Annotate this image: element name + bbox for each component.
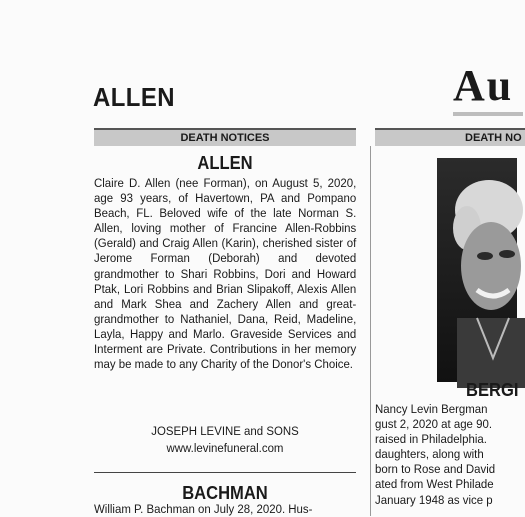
- page-family-heading: ALLEN: [93, 82, 176, 112]
- notice-name-bachman: BACHMAN: [182, 483, 268, 503]
- notice-name-bergman: BERGI: [466, 380, 519, 400]
- portrait-photo: [437, 158, 517, 382]
- masthead-underline: [453, 112, 523, 116]
- notice-body-bergman: [375, 402, 515, 508]
- bergman-line: ated from West Philade: [375, 477, 494, 492]
- bergman-line: raised in Philadelphia.: [375, 432, 487, 447]
- bergman-line: January 1948 as vice p: [375, 492, 493, 507]
- masthead-fragment: Au: [453, 61, 514, 110]
- notice-name-allen: ALLEN: [197, 153, 253, 173]
- bergman-line: daughters, along with: [375, 447, 484, 462]
- column-divider: [370, 146, 371, 516]
- funeral-home-website: www.levinefuneral.com: [166, 441, 284, 455]
- notice-body-allen: Claire D. Allen (nee Forman), on August 5, 2020, age 93 years, of Havertown, PA and Pompano Beach, FL. Beloved wife of the late Norman S. Allen, loving mother of Francine Allen-Robbins (Gerald) and Craig Allen (Karin), cherished sister of Jerome Forman (Deborah) and devoted grandmother to Shari Robbins, Dori and Howard Ptak, Lori Robbins and Brian Slipakoff, Alexis Allen and Mark Shea and Zachery Allen and great-grandmother to Nathaniel, Dana, Reid, Madeline, Layla, Happy and Marlo. Graveside Services and Interment are Private. Contributions in her memory may be made to any Charity of the Donor's Choice.: [94, 176, 357, 372]
- bergman-line: gust 2, 2020 at age 90.: [375, 417, 493, 432]
- bergman-line: Nancy Levin Bergman: [375, 402, 488, 416]
- funeral-home-name: JOSEPH LEVINE and SONS: [151, 424, 299, 438]
- section-label-death-notices-right: DEATH NO: [375, 128, 525, 146]
- bergman-line: born to Rose and David: [375, 462, 496, 477]
- portrait-photo-image: [437, 158, 517, 382]
- notice-separator: [94, 472, 356, 473]
- notice-body-bachman: William P. Bachman on July 28, 2020. Hus-: [94, 502, 313, 516]
- section-label-death-notices: DEATH NOTICES: [94, 128, 356, 146]
